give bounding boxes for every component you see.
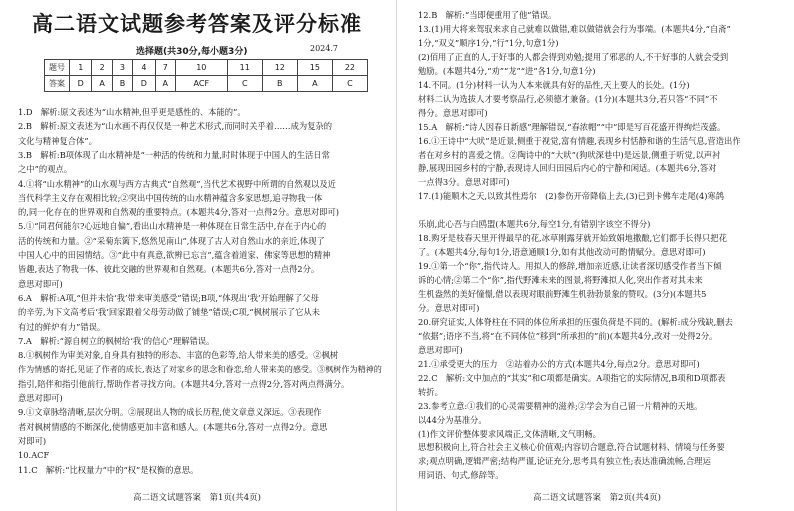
table-cell: 10 bbox=[175, 60, 227, 76]
answer-line: 15.A 解析:“诗人因春日新感”理解错误,“春浓帽”“中”即是写百花盛开得绚烂茂盛。 bbox=[418, 121, 726, 132]
answer-line: 1.D 解析:原文表述为“山水精神,但乎更是感性的、本能的”。 bbox=[18, 107, 246, 117]
answer-line: 6.A 解析:A项,“但并未恰‘我’带来审美感受”错误;B项,“体现出‘我’开始理解了父母 bbox=[18, 292, 319, 303]
answer-line: 分。意思对即可) bbox=[418, 302, 480, 313]
answer-line: 文化与精神复合体”。 bbox=[18, 135, 97, 146]
answer-line: 诉的心情;②第二个“你”,指代野滩未来的图景,将野滩拟人化,突出作者对其未来 bbox=[418, 275, 703, 286]
answer-line: (2)佰用了正直的人,于好事的人都会得到劝勉;提用了邪恶的人,不干好事的人就会受到 bbox=[418, 51, 729, 62]
answer-line: 13.(1)用大将来驾驭来求自己就难以做错,难以做错就会行为事端。(本题共4分,“自斋” bbox=[418, 23, 731, 34]
answer-line: 7.A 解析:“源自树立的枫树给‘我’的信心”理解错误。 bbox=[18, 335, 215, 346]
answer-line: 3.B 解析:B项体现了山水精神是“一种活的传统和力量,时时体现于中国人的生活日常 bbox=[18, 149, 330, 160]
answer-line: 9.①文章脉络清晰,层次分明。②展现出人物的成长历程,使文章意义深远。③表现作 bbox=[18, 407, 322, 418]
answer-line: 意思对即可) bbox=[18, 393, 63, 403]
answer-page-2 bbox=[400, 0, 794, 511]
table-cell: 答案 bbox=[45, 76, 70, 92]
answer-line: 转折。 bbox=[418, 386, 443, 397]
answer-line: 23.参考立意:①我们的心灵需要精神的滋养;②学会为自己留一片精神的天地。 bbox=[418, 400, 703, 411]
table-cell: B bbox=[112, 76, 132, 92]
answer-line: 者在对乡村的喜爱之情。②陶诗中的“大吠”(狗吠深巷中)是远景,侧重于听觉,以声衬 bbox=[418, 149, 721, 160]
answer-page-1 bbox=[0, 0, 394, 511]
table-cell: C bbox=[332, 76, 367, 92]
answer-line: 思想积极向上,符合社会主义核心价值观;内容切合题意,符合试题材料、情境与任务要 bbox=[418, 442, 725, 453]
answer-line: 生机盎然的美好憧憬,借以表现对眼前野滩生机勃勃景象的赞叹。(3分)(本题共5 bbox=[418, 289, 707, 299]
answer-line: 用词语、句式,修辞等。 bbox=[418, 470, 504, 481]
document-title: 高二语文试题参考答案及评分标准 bbox=[32, 12, 362, 36]
answer-line: 意思对即可) bbox=[418, 344, 463, 355]
answer-line: “依据”;语序不当,将“在不同体位”移到“所承担的”前)(本题共4分,改对一处得2分。 bbox=[418, 330, 718, 341]
answer-line: 一点得3分。意思对即可) bbox=[418, 177, 510, 188]
answer-line: 了。(本题共4分,每句1分,语意通顺1分,如有其他改动可酌情赋分。意思对即可) bbox=[418, 247, 706, 258]
answer-line: (1)作文评价整体要求风端正,文体清晰,文气明畅。 bbox=[418, 428, 601, 439]
answer-line: 8.①枫树作为审美对象,自身具有独特的形态、丰富的色彩等,给人带来美的感受。②枫树 bbox=[18, 350, 339, 361]
table-cell: 2 bbox=[92, 60, 112, 76]
table-cell: 12 bbox=[262, 60, 297, 76]
answer-line: 活的传统和力量。②“采菊东篱下,悠然见南山”,体现了古人对自然山水的亲近,体现了 bbox=[18, 235, 325, 246]
answer-line: 意思对即可) bbox=[18, 278, 63, 289]
answer-line: 1分,“双义”顺序1分,“行”1分,句意1分) bbox=[418, 37, 559, 48]
table-cell: A bbox=[297, 76, 332, 92]
answer-line: 的辛劳,为下文高考后‘我’回家跟着父母劳动做了铺垫”错误;C项,“枫树展示了它从未 bbox=[18, 307, 320, 318]
table-cell: A bbox=[92, 76, 112, 92]
answer-line: 的,同一化存在的世界观和自然观的重要特点。(本题共4分,答对一点得2分。意思对即可) bbox=[18, 207, 339, 218]
table-cell: B bbox=[262, 76, 297, 92]
document-date: 2024.7 bbox=[310, 44, 338, 53]
answer-line: 22.C 解析:文中加点的“其实”和C项都是确实。A项指它的实际情况,B项和D项都表 bbox=[418, 372, 726, 383]
answer-line: 12.B 解析:“当即便重用了他”错误。 bbox=[418, 10, 557, 20]
table-cell: D bbox=[70, 76, 92, 92]
page-footer: 高二语文试题答案 第2页(共4页) bbox=[533, 493, 661, 503]
table-cell: C bbox=[227, 76, 262, 92]
answer-line: 2.B 解析:原文表述为“山水画不再仅仅是一种艺术形式,而同时关乎着……成为复杂的 bbox=[18, 121, 333, 132]
table-cell: 1 bbox=[70, 60, 92, 76]
answer-line: 材料二认为选拔人才要考察品行,必须德才兼备。(1分)(本题共3分,若只答“不同”不 bbox=[418, 93, 718, 104]
answer-line: 得分。意思对即可) bbox=[418, 107, 488, 118]
table-cell: ACF bbox=[175, 76, 227, 92]
answer-line: 17.(1)能顺木之天,以致其性焉尔 (2)参伤开帝降临上去,(3)已到卡佛车走尾(4)寒鸽 bbox=[418, 191, 725, 202]
answer-line: 10.ACF bbox=[18, 450, 50, 461]
table-cell: A bbox=[155, 76, 175, 92]
section-heading: 选择题(共30分,每小题3分) bbox=[136, 47, 248, 57]
answer-line: 对即可) bbox=[18, 435, 47, 446]
answer-line: 求;观点明确,逻辑严密;结构严谨,论证充分,思考具有独立性;表达准确流畅,合理运 bbox=[418, 456, 711, 467]
page-divider bbox=[396, 0, 397, 511]
answer-text-block bbox=[400, 0, 794, 511]
answer-line: 4.①将“山水精神”的山水观与西方古典式“自然观”,当代艺术视野中所谓的自然观以及近 bbox=[18, 178, 336, 189]
page-footer: 高二语文试题答案 第1页(共4页) bbox=[133, 493, 261, 503]
answer-line: 当代科学主义存在观相比较;②突出中国传统的山水精神蕴含多家思想,追寻物我一体 bbox=[18, 192, 323, 203]
answer-line: 19.①第一个“你”,指代诗人。用拟人的修辞,增加亲近感,让读者深切感受作者当下倾 bbox=[418, 261, 722, 272]
table-cell: 22 bbox=[332, 60, 367, 76]
answer-line: 勉励。(本题共4分,“劝”“龙”“进”各1分,句意1分) bbox=[418, 65, 596, 76]
table-cell: 15 bbox=[297, 60, 332, 76]
answer-line: 皆趣,表达了物我一体、彼此交融的世界观和自然观。(本题共6分,答对一点得2分。 bbox=[18, 264, 320, 275]
answer-line: 中国人心中的田园情结。③“此中有真意,欲辨已忘言”,蕴含着道家、佛家等思想的精神 bbox=[18, 250, 331, 260]
table-cell: 4 bbox=[133, 60, 155, 76]
answer-line: 5.①“同君何能尔?心远地自偏”,看出山水精神是一种体现在日常生活中,存在于内心的 bbox=[18, 221, 327, 232]
answer-line: 18.购牙是枝春天里开得最早的花,冰草刚露芽就开始致娟地撒酿,它们都手长得只把花 bbox=[418, 233, 727, 244]
answer-line: 作为情感的寄托,见证了作者的成长,表达了对家乡的思念和眷恋,给人带来美的感受。③枫树作为精神的 bbox=[18, 364, 382, 375]
answer-line: 20.研究证实,人体脊柱在不同的体位所承担的压强负荷是不同的。(解析:成分残缺,删去 bbox=[418, 316, 733, 327]
answer-line: 以44分为基准分。 bbox=[418, 414, 487, 425]
answer-line: 11.C 解析:“比权量力”中的“权”是权衡的意思。 bbox=[18, 464, 199, 475]
answer-text-block bbox=[0, 0, 394, 511]
table-cell: 7 bbox=[155, 60, 175, 76]
table-cell: 11 bbox=[227, 60, 262, 76]
answer-line: 14.不同。(1分)材料一认为人本来就具有好的品性,天上要人的长处。(1分) bbox=[418, 79, 690, 90]
table-cell: 题号 bbox=[45, 60, 70, 76]
answer-line: 21.①承受更大的压力 ②站着办公的方式(本题共4分,每点2分。意思对即可) bbox=[418, 358, 700, 369]
answer-line: 之中”的观点。 bbox=[18, 164, 73, 175]
answer-line: 有过的鲜炉有力”错误。 bbox=[18, 321, 106, 332]
answer-line: 者对枫树情感的不断深化,使情感更加丰富和感人。(本题共6分,答对一点得2分。意思 bbox=[18, 421, 328, 432]
table-cell: D bbox=[133, 76, 155, 92]
answer-line: 16.①王诗中“大吠”是近景,侧重于视觉,富有情趣,表现乡村恬静和谐的生活气息,营造出作 bbox=[418, 135, 741, 146]
table-cell: 3 bbox=[112, 60, 132, 76]
answer-line: 静,展现田园乡村的宁静,表现诗人回归田园后内心的宁静和闲适。(本题共6分,答对 bbox=[418, 163, 717, 174]
answer-line: 指引,陪伴和指引他前行,帮助作者寻找方向。(本题共4分,答对一点得2分,答对两点得满分。 bbox=[18, 378, 350, 389]
answer-line: 乐崩,此心吾与白鸥盟(本题共6分,每空1分,有错别字该空不得分) bbox=[418, 219, 651, 230]
